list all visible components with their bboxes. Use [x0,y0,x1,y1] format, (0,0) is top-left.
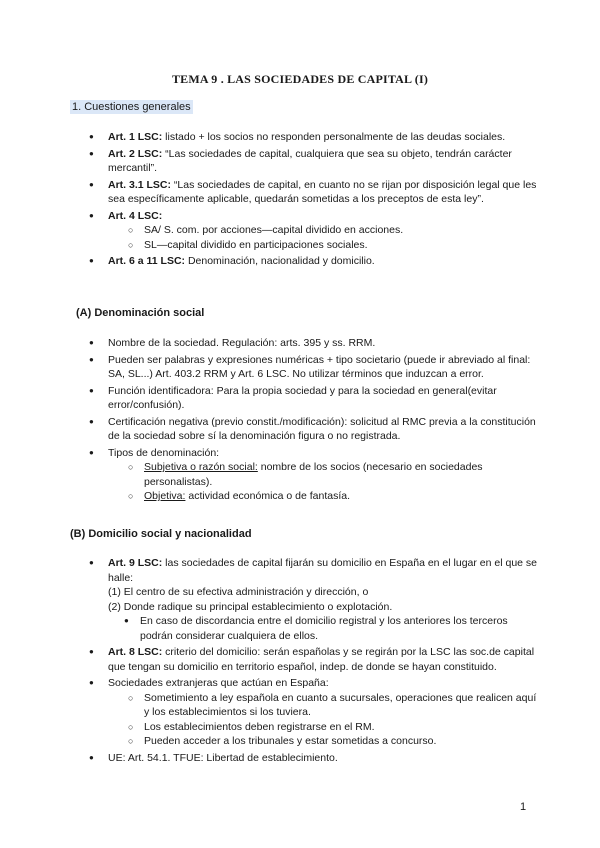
list-item: ● Función identificadora: Para la propia sociedad y para la sociedad en general(evitar error/confusión). [70,384,540,413]
sub-list-item: ● En caso de discordancia entre el domicilio registral y los anteriores los terceros podrán considerar cualquiera de ellos. [84,614,540,643]
sub-list-item: ○ Objetiva: actividad económica o de fantasía. [70,489,540,504]
sub-list-item: ○ Subjetiva o razón social: nombre de los socios (necesario en sociedades personalistas). [70,460,540,489]
denominacion-list [70,336,540,506]
list-item: ● Nombre de la sociedad. Regulación: arts. 395 y ss. RRM. [70,336,540,351]
list-item: ● Sociedades extranjeras que actúan en España: ○ Sometimiento a ley española en cuanto a sucursales, operaciones que realicen aquí y los establecimientos si los tuviera. ○ Los establecimientos deben registrarse en el RM. ○ Pueden acceder a los tribunales y estar sometidas a concurso. [70,676,540,749]
list-item: ● UE: Art. 54.1. TFUE: Libertad de establecimiento. [70,751,540,766]
section-heading-domicilio: (B) Domicilio social y nacionalidad [70,528,252,540]
list-line: (2) Donde radique su principal establecimiento o explotación. [108,600,393,613]
list-item: ● Tipos de denominación: ○ Subjetiva o razón social: nombre de los socios (necesario en sociedades personalistas). ○ Objetiva: actividad económica o de fantasía. [70,446,540,504]
list-item: ● Certificación negativa (previo constit./modificación): solicitud al RMC previa a la constitución de la sociedad sobre sí la denominación figura o no registrada. [70,415,540,444]
list-item: ● Art. 4 LSC: ○ SA/ S. com. por acciones—capital dividido en acciones. ○ SL—capital dividido en participaciones sociales. [70,209,540,253]
list-item: ● Art. 8 LSC: criterio del domicilio: serán españolas y se regirán por la LSC las soc.de capital que tengan su domicilio en territorio español, indep. de donde se hayan constituido. [70,645,540,674]
list-item: ● Art. 2 LSC: “Las sociedades de capital, cualquiera que sea su objeto, tendrán carácter mercantil”. [70,147,540,176]
sub-list-item: ○ SL—capital dividido en participaciones sociales. [70,238,540,253]
list-item: ● Art. 3.1 LSC: “Las sociedades de capital, en cuanto no se rijan por disposición legal que les sea específicamente aplicable, quedarán sometidas a los preceptos de esta ley”. [70,178,540,207]
list-item: ● Pueden ser palabras y expresiones numéricas + tipo societario (puede ir abreviado al final: SA, SL...) Art. 403.2 RRM y Art. 6 LSC. No utilizar términos que induzcan a error. [70,353,540,382]
sub-list-item: ○ Pueden acceder a los tribunales y estar sometidas a concurso. [70,734,540,749]
list-item: ● Art. 6 a 11 LSC: Denominación, nacionalidad y domicilio. [70,254,540,269]
sub-list-item: ○ Sometimiento a ley española en cuanto a sucursales, operaciones que realicen aquí y los establecimientos si los tuviera. [70,691,540,720]
section-heading-denominacion: (A) Denominación social [76,307,205,319]
list-item: ● Art. 1 LSC: listado + los socios no responden personalmente de las deudas sociales. [70,130,540,145]
list-line: (1) El centro de su efectiva administración y dirección, o [108,586,369,598]
sub-list-item: ○ SA/ S. com. por acciones—capital dividido en acciones. [70,223,540,238]
domicilio-list [70,556,540,767]
section-heading-general: 1. Cuestiones generales [72,101,191,113]
page-number: 1 [520,801,527,813]
general-list [70,130,540,271]
list-item: ● Art. 9 LSC: las sociedades de capital fijarán su domicilio en España en el lugar en el que se halle: (1) El centro de su efectiva administración y dirección, o (2) Donde radique su principal establecimiento o explotación. ● En caso de discordancia entre el domicilio registral y los anteriores los terceros podrán considerar cualquiera de ellos. [70,556,540,643]
sub-list-item: ○ Los establecimientos deben registrarse en el RM. [70,720,540,735]
document-title: TEMA 9 . LAS SOCIEDADES DE CAPITAL (I) [171,72,429,86]
